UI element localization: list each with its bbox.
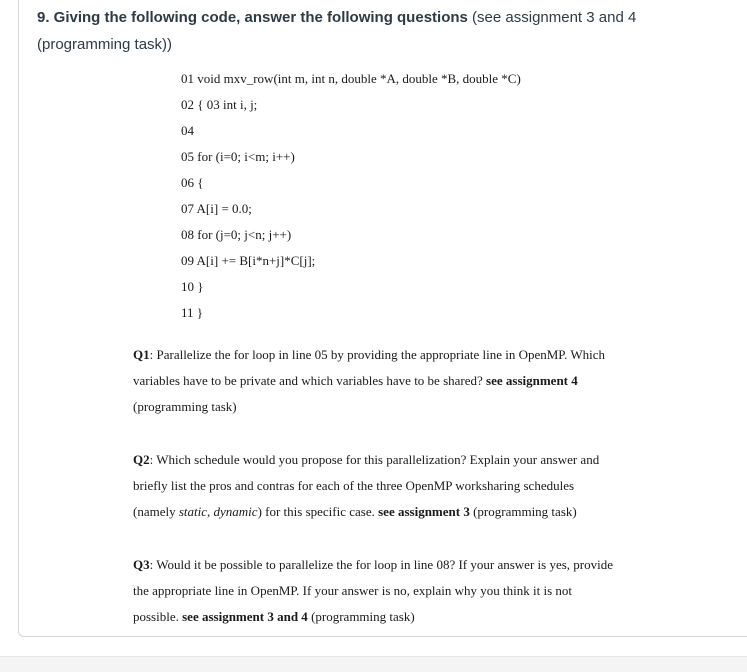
q2-line2: briefly list the pros and contras for each of the three OpenMP worksharing schedules <box>133 478 575 493</box>
code-line-09: 09 A[i] += B[i*n+j]*C[j]; <box>181 253 316 268</box>
q1-assignment-ref: see assignment 4 <box>486 373 578 388</box>
q2-text3b: ) for this specific case. <box>257 504 379 519</box>
question-title-bold: 9. Giving the following code, answer the following questions <box>37 9 468 26</box>
q1-text1: : Parallelize the for loop in line 05 by providing the appropriate line in OpenMP. Which <box>149 347 606 362</box>
q1-text2: variables have to be private and which variables have to be shared? <box>133 373 487 388</box>
q3-text1: : Would it be possible to parallelize the for loop in line 08? If your answer is yes, provide <box>149 557 613 572</box>
q2-text3c: (programming task) <box>469 504 577 519</box>
q3-text3a: possible. <box>133 609 183 624</box>
question-title-line2: (programming task)) <box>37 36 173 53</box>
code-line-02: 02 { 03 int i, j; <box>181 97 258 112</box>
q1-line1 <box>133 347 605 363</box>
q3-line2: the appropriate line in OpenMP. If your answer is no, explain why you think it is not <box>133 583 573 598</box>
q3-line1 <box>133 557 613 573</box>
code-line-10: 10 } <box>181 279 204 294</box>
q2-text3a: (namely <box>133 504 179 519</box>
q2-line1 <box>133 452 599 468</box>
q2-text1: : Which schedule would you propose for this parallelization? Explain your answer and <box>149 452 600 467</box>
q3-label: Q3 <box>133 557 150 572</box>
q2-label: Q2 <box>133 452 150 467</box>
q3-assignment-ref: see assignment 3 and 4 <box>182 609 308 624</box>
q2-comma: , <box>207 504 214 519</box>
question-title-rest: (see assignment 3 and 4 <box>467 9 637 26</box>
code-line-01: 01 void mxv_row(int m, int n, double *A, double *B, double *C) <box>181 71 521 86</box>
bottom-strip <box>0 656 747 672</box>
q3-line3 <box>133 609 415 625</box>
question-card <box>18 0 747 637</box>
q3-text3b: (programming task) <box>307 609 415 624</box>
code-line-08: 08 for (j=0; j<n; j++) <box>181 227 292 242</box>
q1-line3: (programming task) <box>133 399 237 414</box>
q2-static: static <box>178 504 208 519</box>
question-heading <box>37 5 727 53</box>
q1-label: Q1 <box>133 347 150 362</box>
code-line-07: 07 A[i] = 0.0; <box>181 201 252 216</box>
code-line-05: 05 for (i=0; i<m; i++) <box>181 149 295 164</box>
code-line-04: 04 <box>181 123 194 138</box>
q2-assignment-ref: see assignment 3 <box>378 504 470 519</box>
q2-line3 <box>133 504 577 520</box>
code-line-06: 06 { <box>181 175 204 190</box>
code-line-11: 11 } <box>181 305 204 320</box>
q2-dynamic: dynamic <box>213 504 258 519</box>
q1-line2 <box>133 373 578 389</box>
